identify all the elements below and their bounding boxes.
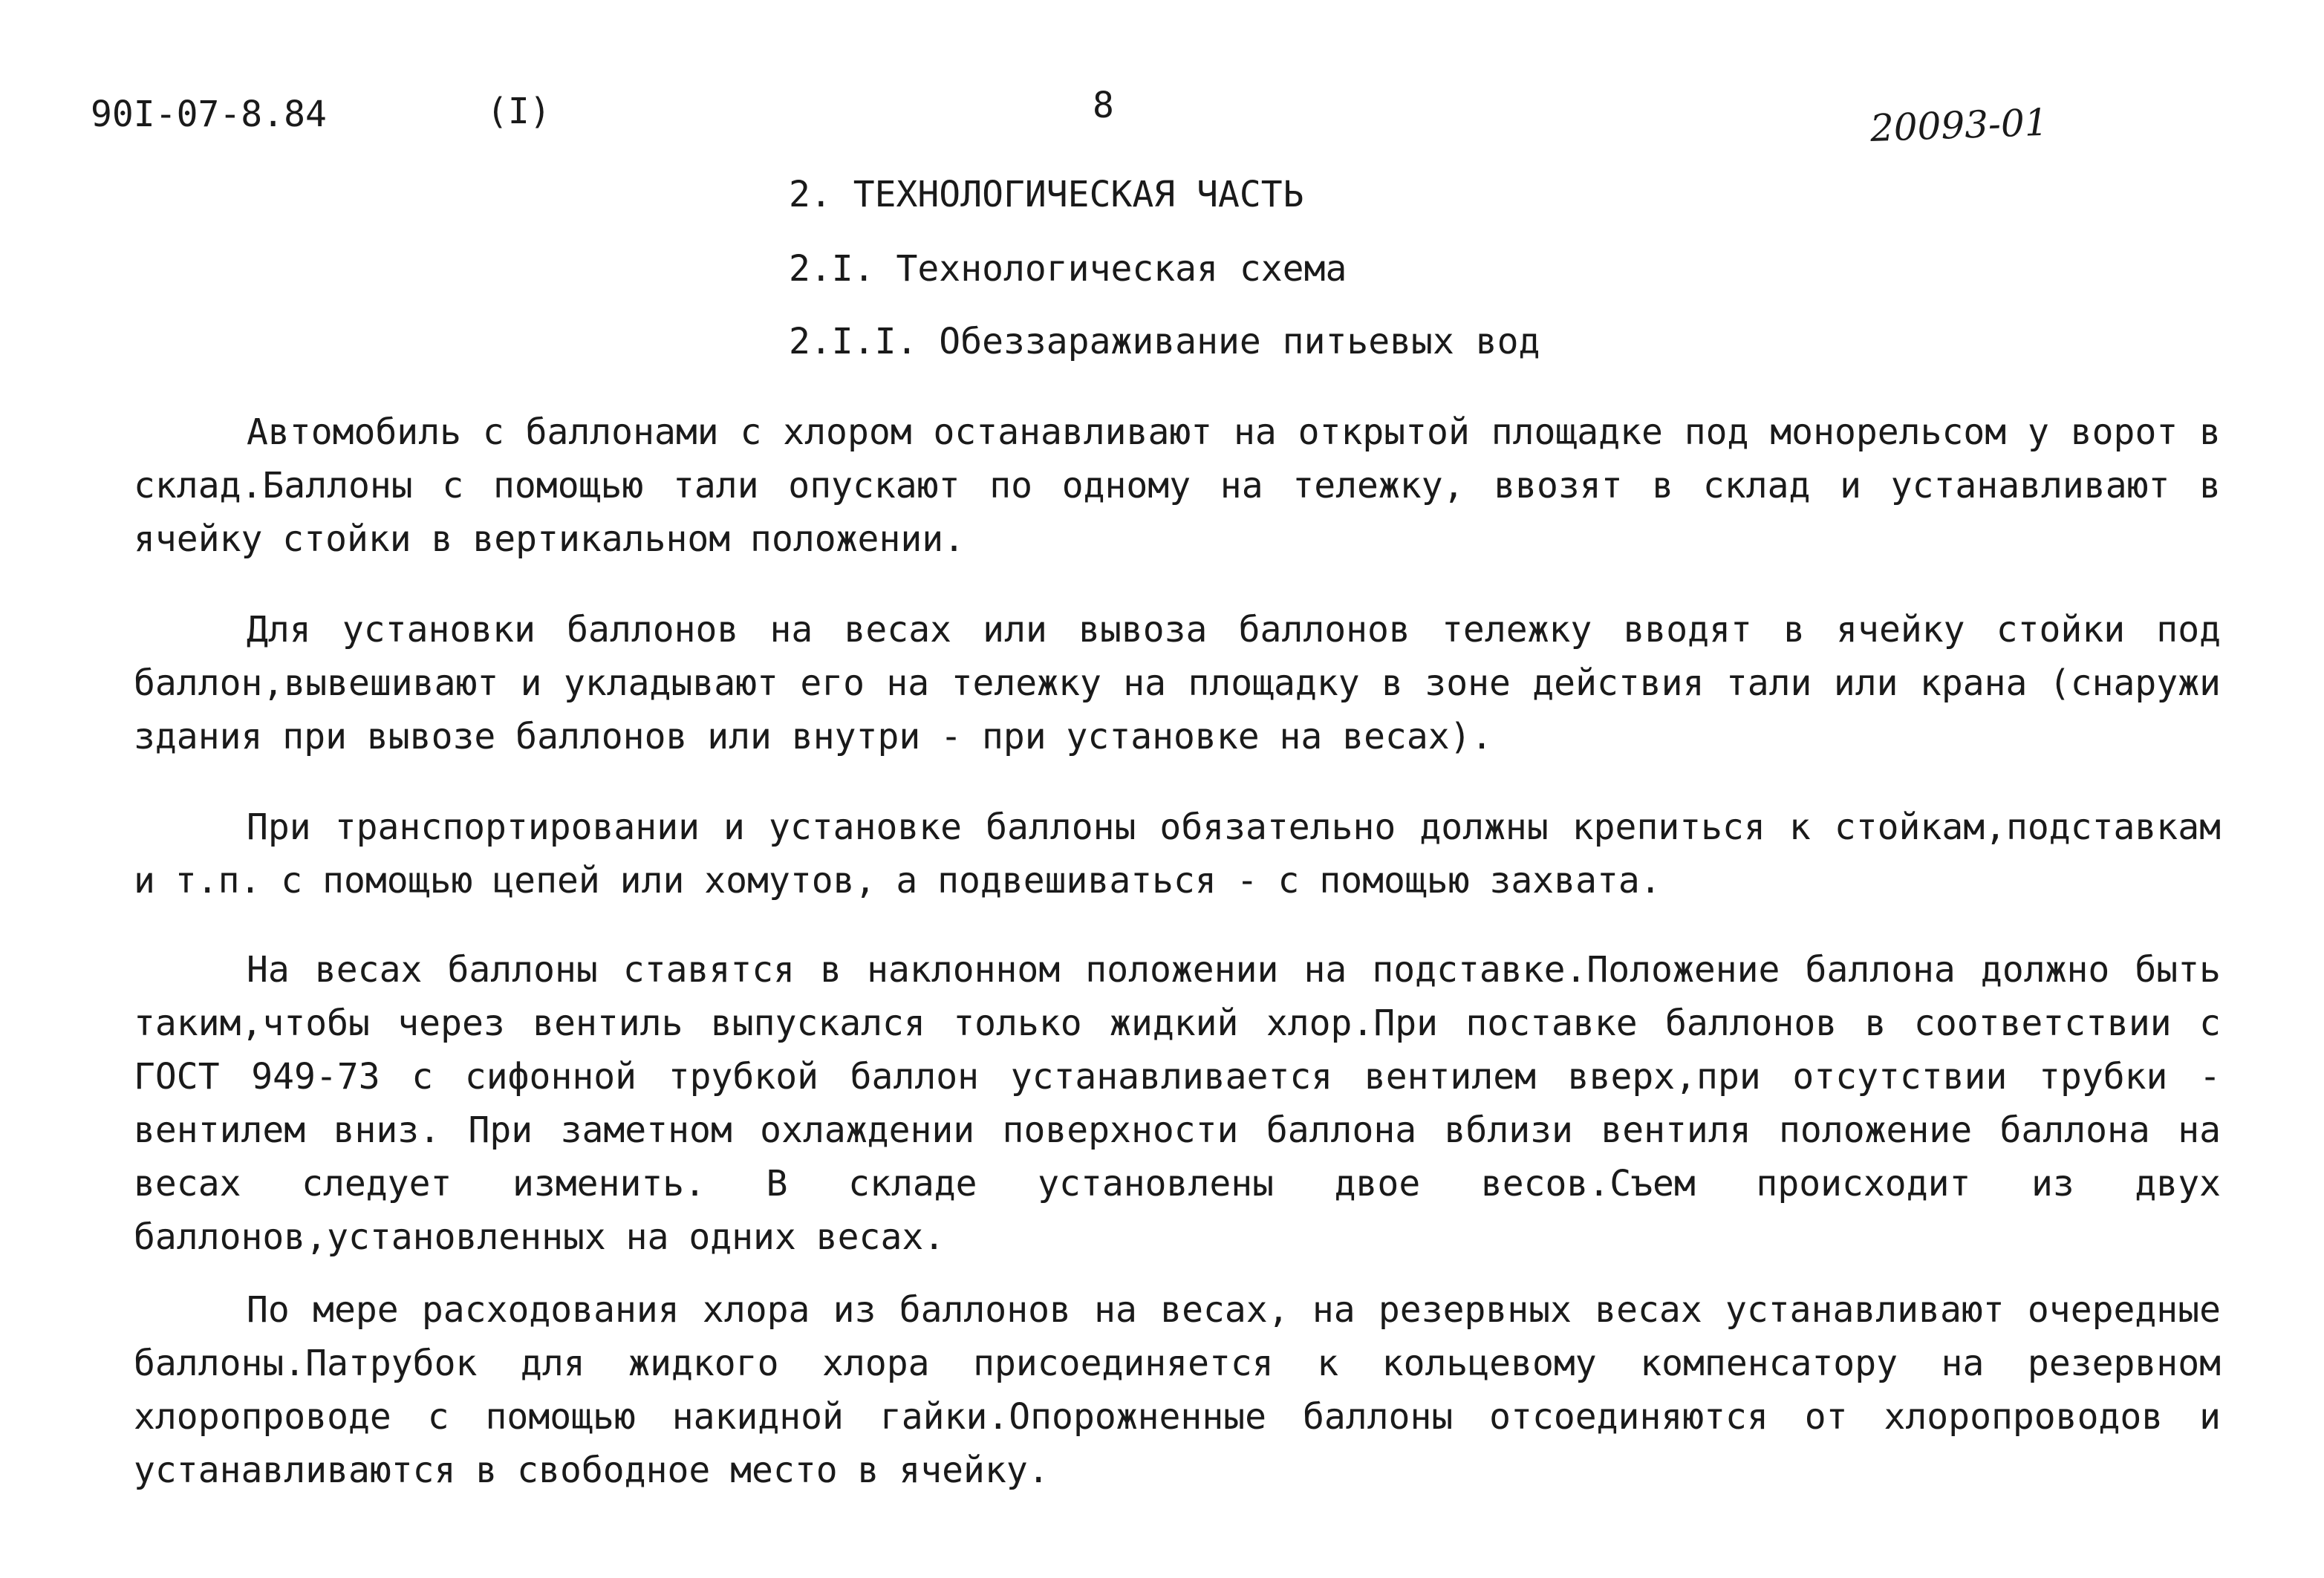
subsection-heading: 2.I. Технологическая схема	[789, 248, 1347, 290]
paragraph: При транспортировании и установке баллоны обязательно должны крепиться к стойкам,подставкам и т.п. с помощью цепей или хомутов, а подвешиваться - с помощью захвата.	[134, 806, 2221, 902]
sheet-mark: (I)	[486, 91, 551, 132]
paragraph: Для установки баллонов на весах или вывоза баллонов тележку вводят в ячейку стойки под баллон,вывешивают и укладывают его на тележку на площадку в зоне действия тали или крана (снаружи здания при вывозе баллонов или внутри - при установке на весах).	[134, 609, 2221, 757]
subsubsection-heading: 2.I.I. Обеззараживание питьевых вод	[789, 321, 1540, 362]
document-code: 90I-07-8.84	[91, 94, 327, 135]
paragraph: По мере расходования хлора из баллонов на весах, на резервных весах устанавливают очередные баллоны.Патрубок для жидкого хлора присоединяется к кольцевому компенсатору на резервном хлоропроводе с помощью накидной гайки.Опорожненные баллоны отсоединяются от хлоропроводов и устанавливаются в свободное место в ячейку.	[134, 1289, 2221, 1491]
paragraph: Автомобиль с баллонами с хлором останавливают на открытой площадке под монорельсом у ворот в склад.Баллоны с помощью тали опускают по одному на тележку, ввозят в склад и устанавливают в ячейку стойки в вертикальном положении.	[134, 411, 2221, 560]
archive-number: 20093-01	[1869, 100, 2049, 150]
page-number: 8	[1093, 85, 1114, 126]
paragraph: На весах баллоны ставятся в наклонном положении на подставке.Положение баллона должно быть таким,чтобы через вентиль выпускался только жидкий хлор.При поставке баллонов в соответствии с ГОСТ 949-73 с сифонной трубкой баллон устанавливается вентилем вверх,при отсутствии трубки - вентилем вниз. При заметном охлаждении поверхности баллона вблизи вентиля положение баллона на весах следует изменить. В складе установлены двое весов.Съем происходит из двух баллонов,установленных на одних весах.	[134, 949, 2221, 1258]
section-heading: 2. ТЕХНОЛОГИЧЕСКАЯ ЧАСТЬ	[789, 174, 1304, 215]
